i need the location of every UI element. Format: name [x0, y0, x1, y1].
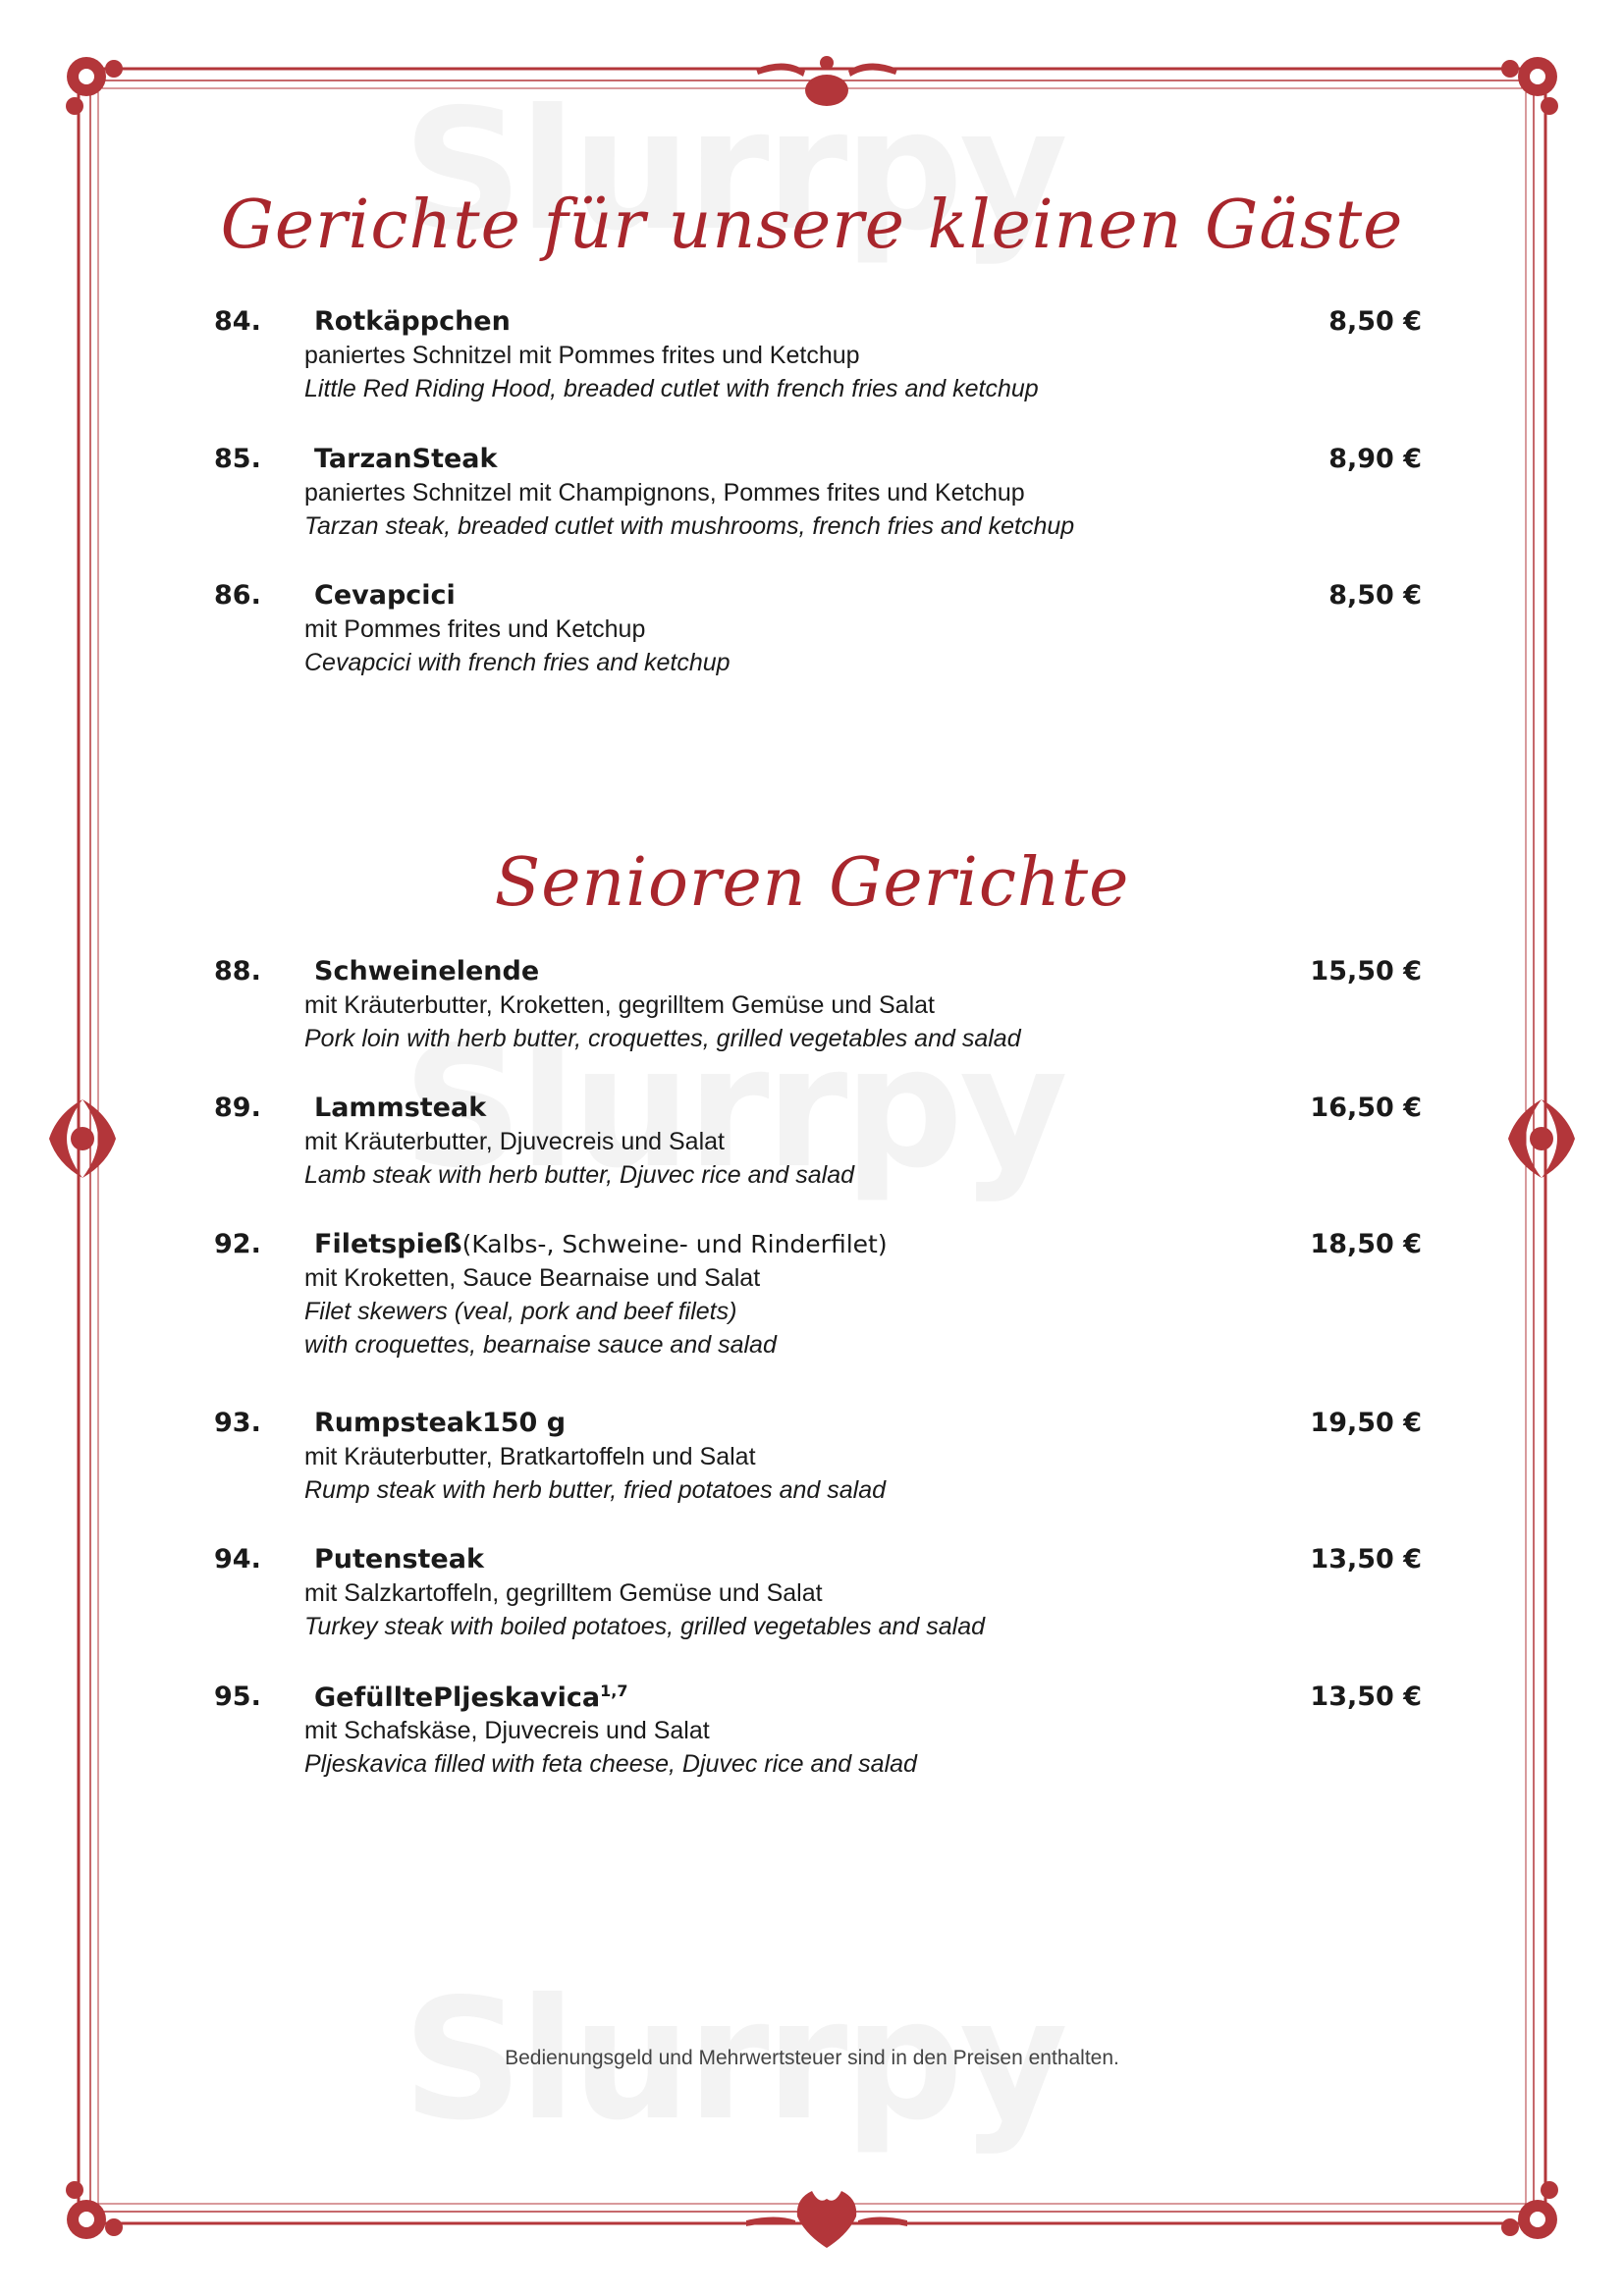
item-name — [314, 1229, 888, 1259]
item-price: 8,90 € — [1328, 444, 1422, 474]
item-description-en: Rump steak with herb butter, fried potatoes and salad — [304, 1476, 887, 1504]
item-name: Schweinelende — [314, 956, 540, 987]
item-description-en: Tarzan steak, breaded cutlet with mushrooms, french fries and ketchup — [304, 512, 1075, 540]
item-number: 88. — [214, 956, 261, 987]
item-price: 15,50 € — [1310, 956, 1422, 987]
item-description-de: mit Kräuterbutter, Kroketten, gegrilltem Gemüse und Salat — [304, 991, 935, 1019]
item-price: 13,50 € — [1310, 1544, 1422, 1575]
item-description-de: mit Schafskäse, Djuvecreis und Salat — [304, 1717, 710, 1744]
item-number: 92. — [214, 1229, 261, 1259]
item-name: TarzanSteak — [314, 444, 498, 474]
item-description-en: Pljeskavica filled with feta cheese, Djuvec rice and salad — [304, 1750, 917, 1778]
item-number: 89. — [214, 1093, 261, 1123]
item-description-en: Filet skewers (veal, pork and beef filets) — [304, 1298, 737, 1325]
item-name: Lammsteak — [314, 1093, 487, 1123]
item-price: 13,50 € — [1310, 1682, 1422, 1712]
item-price: 16,50 € — [1310, 1093, 1422, 1123]
item-name: Putensteak — [314, 1544, 484, 1575]
item-description-de: paniertes Schnitzel mit Champignons, Pommes frites und Ketchup — [304, 479, 1025, 507]
item-name-detail: (Kalbs-, Schweine- und Rinderfilet) — [461, 1230, 888, 1258]
item-description-en: with croquettes, bearnaise sauce and salad — [304, 1331, 777, 1359]
item-number: 84. — [214, 306, 261, 337]
item-price: 19,50 € — [1310, 1408, 1422, 1438]
section-title-kids: Gerichte für unsere kleinen Gäste — [220, 187, 1404, 264]
item-description-de: mit Pommes frites und Ketchup — [304, 615, 646, 643]
item-name: Rumpsteak150 g — [314, 1408, 567, 1438]
item-price: 8,50 € — [1328, 580, 1422, 611]
allergen-footnote: 1,7 — [600, 1682, 628, 1700]
item-description-de: mit Kräuterbutter, Bratkartoffeln und Salat — [304, 1443, 756, 1470]
item-number: 95. — [214, 1682, 261, 1712]
item-description-de: paniertes Schnitzel mit Pommes frites und Ketchup — [304, 342, 860, 369]
item-description-en: Pork loin with herb butter, croquettes, grilled vegetables and salad — [304, 1025, 1021, 1052]
item-description-de: mit Salzkartoffeln, gegrilltem Gemüse und Salat — [304, 1579, 823, 1607]
item-description-en: Turkey steak with boiled potatoes, grilled vegetables and salad — [304, 1613, 986, 1640]
item-number: 94. — [214, 1544, 261, 1575]
item-name — [314, 1682, 627, 1713]
item-description-en: Lamb steak with herb butter, Djuvec rice and salad — [304, 1161, 855, 1189]
item-description-en: Little Red Riding Hood, breaded cutlet with french fries and ketchup — [304, 375, 1039, 402]
item-price: 18,50 € — [1310, 1229, 1422, 1259]
item-price: 8,50 € — [1328, 306, 1422, 337]
item-description-en: Cevapcici with french fries and ketchup — [304, 649, 731, 676]
item-description-de: mit Kräuterbutter, Djuvecreis und Salat — [304, 1128, 725, 1155]
section-title-seniors: Senioren Gerichte — [494, 844, 1130, 922]
footer-note: Bedienungsgeld und Mehrwertsteuer sind in den Preisen enthalten. — [505, 2047, 1119, 2069]
item-name: Rotkäppchen — [314, 306, 511, 337]
item-name-text: GefülltePljeskavica — [314, 1682, 601, 1713]
item-number: 85. — [214, 444, 261, 474]
item-number: 93. — [214, 1408, 261, 1438]
item-name: Cevapcici — [314, 580, 456, 611]
item-description-de: mit Kroketten, Sauce Bearnaise und Salat — [304, 1264, 761, 1292]
item-name-text: Filetspieß — [314, 1229, 462, 1259]
item-number: 86. — [214, 580, 261, 611]
